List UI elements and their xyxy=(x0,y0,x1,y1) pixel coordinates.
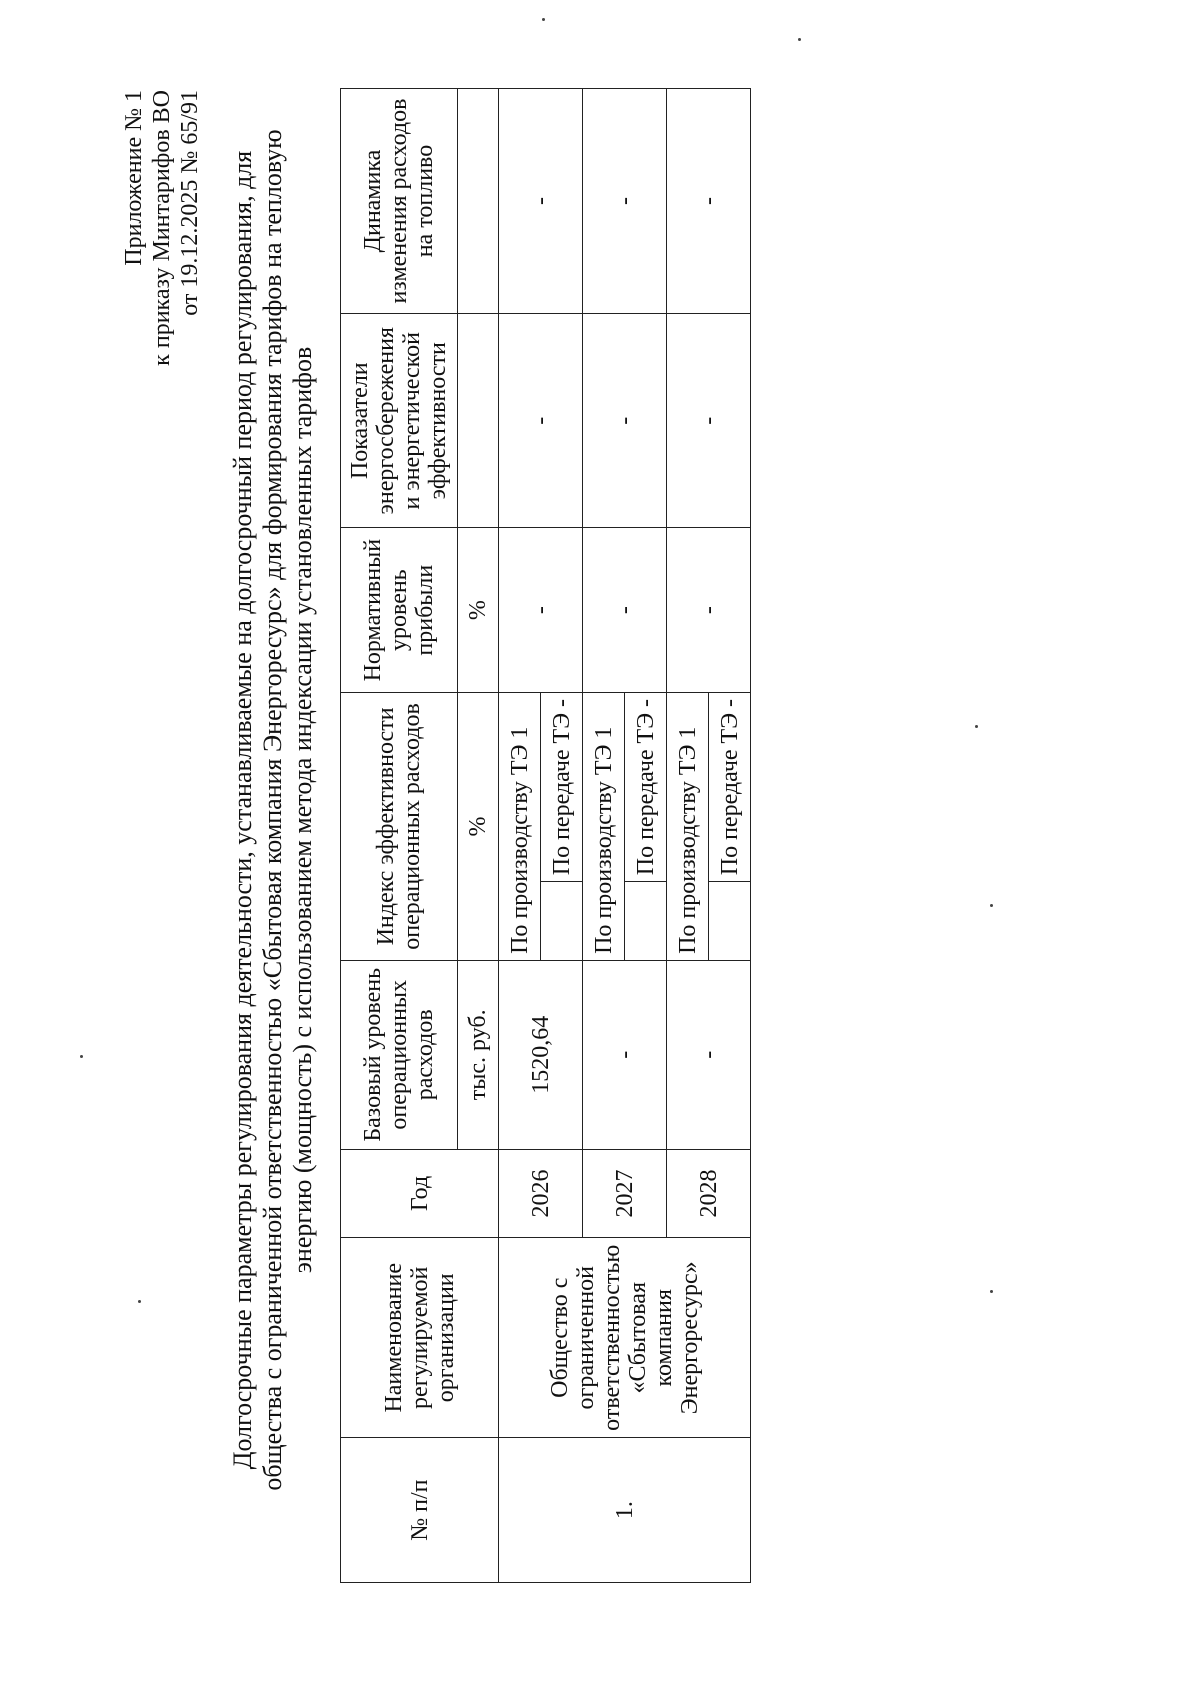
index-production-cell: По производству ТЭ 1 xyxy=(667,692,709,960)
org-name: Общество с ограниченной ответственностью «Сбытовая компания Энергоресурс» xyxy=(499,1238,751,1438)
year-cell: 2026 xyxy=(499,1149,583,1238)
approval-line-2: к приказу Минтарифов ВО xyxy=(149,90,175,366)
header-row xyxy=(341,89,458,1583)
title-line-2: общества с ограниченной ответственностью «Сбытовая компания Энергоресурс» для формирования тарифов на тепловую xyxy=(258,129,287,1491)
header-year: Год xyxy=(341,1149,499,1238)
table-row xyxy=(499,89,541,1583)
index-production-cell: По производству ТЭ 1 xyxy=(583,692,625,960)
index-spacer xyxy=(709,882,751,961)
year-cell: 2027 xyxy=(583,1149,667,1238)
parameters-table xyxy=(340,88,751,1583)
scan-speck xyxy=(990,904,993,907)
fuel-cell: - xyxy=(667,89,751,314)
index-production-cell: По производству ТЭ 1 xyxy=(499,692,541,960)
scan-speck xyxy=(798,38,801,41)
profit-cell: - xyxy=(499,528,583,693)
profit-cell: - xyxy=(583,528,667,693)
energy-cell: - xyxy=(499,314,583,528)
approval-line-1: Приложение № 1 xyxy=(121,90,147,266)
header-org-name: Наименование регулируемой организации xyxy=(341,1238,499,1438)
approval-stamp xyxy=(120,90,204,366)
approval-line-3: от 19.12.2025 № 65/91 xyxy=(177,90,203,316)
profit-cell: - xyxy=(667,528,751,693)
unit-energy xyxy=(458,314,499,528)
header-efficiency-index: Индекс эффективности операционных расходов xyxy=(341,692,458,960)
header-num: № п/п xyxy=(341,1438,499,1583)
header-base-level: Базовый уровень операционных расходов xyxy=(341,960,458,1149)
index-transmission-cell: По передаче ТЭ - xyxy=(541,692,583,881)
base-level-cell: - xyxy=(583,960,667,1149)
document-title xyxy=(228,110,318,1510)
index-spacer xyxy=(625,882,667,961)
header-fuel-dynamics: Динамика изменения расходов на топливо xyxy=(341,89,458,314)
scan-speck xyxy=(990,1290,993,1293)
scan-speck xyxy=(542,18,545,21)
header-energy-saving: Показатели энергосбережения и энергетической эффективности xyxy=(341,314,458,528)
index-spacer xyxy=(541,882,583,961)
year-cell: 2028 xyxy=(667,1149,751,1238)
index-transmission-cell: По передаче ТЭ - xyxy=(709,692,751,881)
index-transmission-cell: По передаче ТЭ - xyxy=(625,692,667,881)
title-line-1: Долгосрочные параметры регулирования деятельности, устанавливаемые на долгосрочный период регулирования, для xyxy=(228,150,257,1470)
scan-speck xyxy=(975,725,978,728)
unit-base: тыс. руб. xyxy=(458,960,499,1149)
row-number: 1. xyxy=(499,1438,751,1583)
header-profit-level: Нормативный уровень прибыли xyxy=(341,528,458,693)
fuel-cell: - xyxy=(583,89,667,314)
unit-index: % xyxy=(458,692,499,960)
scan-speck xyxy=(138,1300,141,1303)
energy-cell: - xyxy=(667,314,751,528)
base-level-cell: - xyxy=(667,960,751,1149)
energy-cell: - xyxy=(583,314,667,528)
fuel-cell: - xyxy=(499,89,583,314)
title-line-3: энергию (мощность) с использованием метода индексации установленных тарифов xyxy=(288,346,317,1274)
base-level-cell: 1520,64 xyxy=(499,960,583,1149)
scan-speck xyxy=(80,1055,83,1058)
unit-fuel xyxy=(458,89,499,314)
unit-profit: % xyxy=(458,528,499,693)
rotated-document-page xyxy=(0,30,1110,1670)
